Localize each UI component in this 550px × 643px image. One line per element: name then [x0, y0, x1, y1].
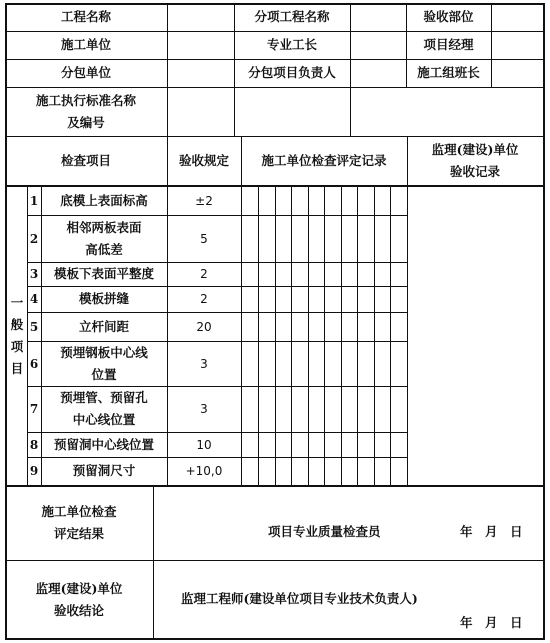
row-spec-value: ±2	[195, 193, 213, 208]
row-number: 3	[29, 267, 39, 281]
item-column-header: 检查项目	[60, 152, 111, 168]
inspector-label: 项目专业质量检查员	[268, 524, 381, 539]
row-item-name: 预留洞尺寸	[72, 463, 136, 478]
v-line	[341, 186, 342, 485]
row-item-name: 立杆间距	[78, 318, 129, 334]
row-spec-value: +10,0	[185, 464, 223, 478]
row-spec-value: 20	[196, 319, 212, 334]
row-spec-value: 5	[200, 231, 208, 246]
row-item-name: 相邻两板表面 高低差	[66, 219, 142, 257]
row-item-name: 预埋管、预留孔 中心线位置	[60, 390, 148, 427]
border-right	[543, 3, 545, 640]
inspection-form	[5, 3, 545, 640]
row-number: 2	[29, 231, 39, 246]
record-column-header: 施工单位检查评定记录	[261, 152, 387, 168]
date-line: 年 月 日	[460, 615, 523, 630]
construction-unit-label: 施工单位	[60, 37, 111, 52]
v-line	[374, 186, 375, 485]
row-item-name: 底模上表面标高	[60, 192, 148, 208]
row-number: 1	[29, 193, 39, 208]
row-item-name: 预埋钢板中心线 位置	[60, 344, 148, 382]
sub-manager-label: 分包项目负责人	[248, 65, 336, 80]
team-leader-label: 施工组班长	[417, 65, 480, 80]
foreman-label: 专业工长	[266, 37, 317, 52]
spec-column-header: 验收规定	[178, 152, 229, 168]
v-line	[350, 3, 351, 137]
acceptance-part-label: 验收部位	[423, 9, 474, 24]
v-line	[258, 186, 259, 485]
row-number: 6	[29, 356, 39, 371]
row-number: 9	[29, 464, 39, 478]
border-bottom	[5, 638, 545, 640]
row-item-name: 模板拼缝	[78, 291, 129, 306]
row-number: 8	[29, 437, 39, 452]
project-name-label: 工程名称	[60, 9, 111, 24]
row-number: 4	[29, 292, 39, 306]
standard-label: 施工执行标准名称 及编号	[35, 92, 136, 130]
conclusion-label: 监理(建设)单位 验收结论	[35, 580, 123, 618]
date-line: 年 月 日	[460, 524, 523, 539]
row-item-name: 模板下表面平整度	[53, 266, 154, 281]
row-number: 5	[29, 319, 39, 334]
row-spec-value: 10	[196, 437, 212, 452]
v-line	[291, 186, 292, 485]
row-spec-value: 3	[200, 356, 208, 371]
engineer-label: 监理工程师(建设单位项目专业技术负责人)	[181, 591, 418, 606]
category-label: 一 般 项 目	[10, 294, 24, 376]
v-line	[324, 186, 325, 485]
v-line	[491, 3, 492, 88]
row-spec-value: 3	[200, 402, 208, 416]
v-line	[390, 186, 391, 485]
row-spec-value: 2	[200, 292, 208, 306]
v-line	[357, 186, 358, 485]
row-item-name: 预留洞中心线位置	[53, 436, 154, 452]
supervision-column-header: 监理(建设)单位 验收记录	[431, 141, 519, 179]
sub-project-label: 分项工程名称	[254, 9, 330, 24]
row-spec-value: 2	[200, 267, 208, 281]
v-line	[308, 186, 309, 485]
row-number: 7	[29, 402, 39, 416]
project-manager-label: 项目经理	[423, 37, 474, 52]
v-line	[275, 186, 276, 485]
check-result-label: 施工单位检查 评定结果	[41, 504, 117, 541]
v-line	[153, 486, 154, 640]
subcontractor-label: 分包单位	[60, 65, 111, 80]
